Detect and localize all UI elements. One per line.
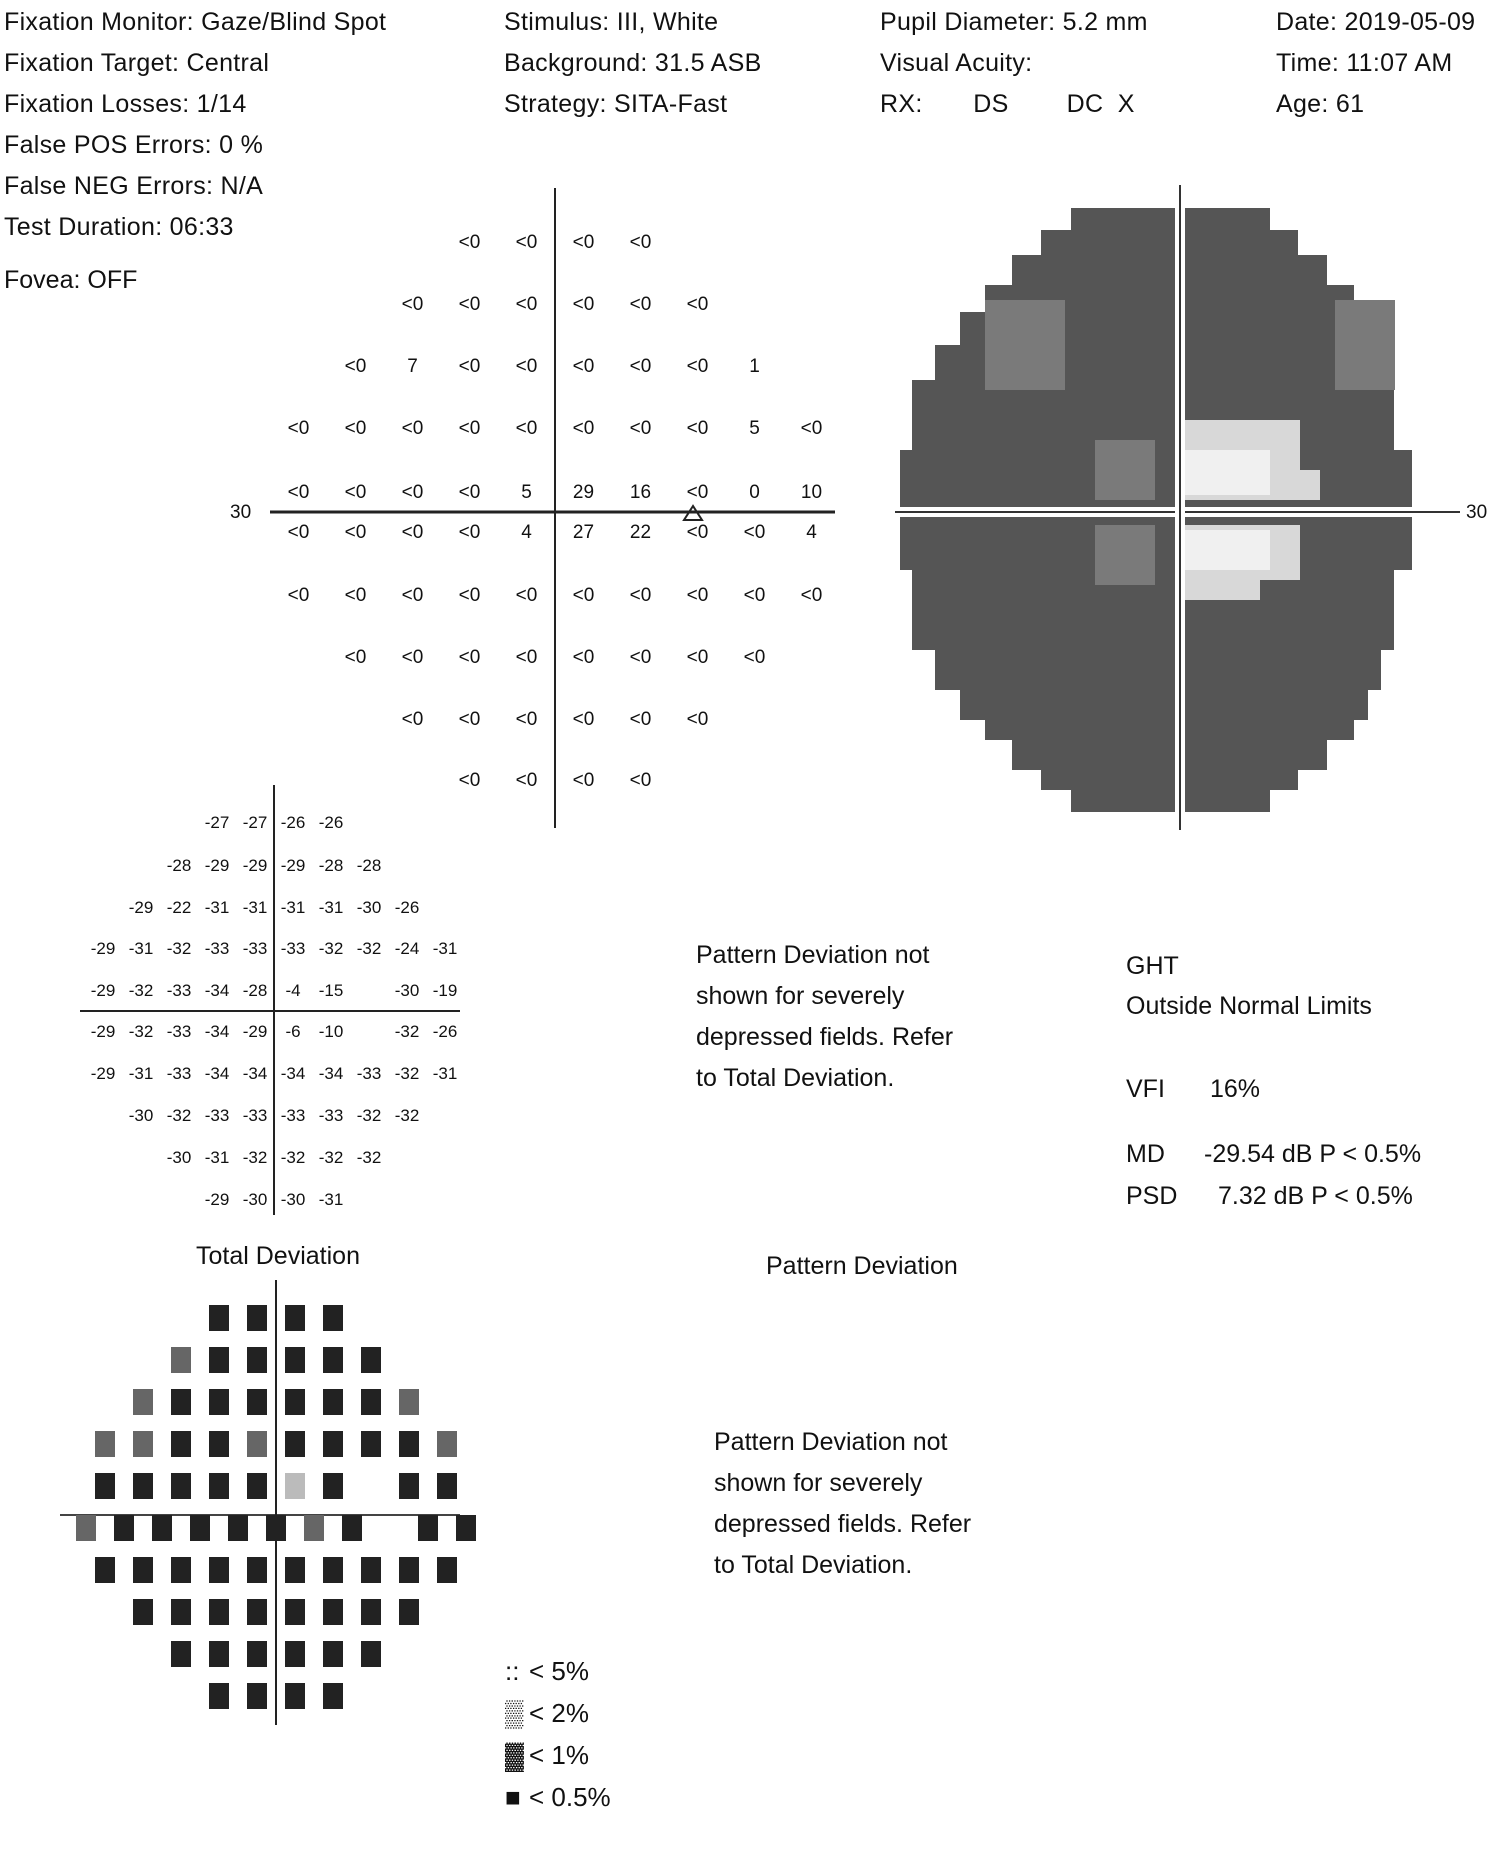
threshold-value: <0 [572, 356, 595, 377]
false-neg-errors: False NEG Errors: N/A [4, 172, 264, 200]
legend-symbol-dots-icon: :: [505, 1656, 520, 1686]
total-deviation-value: -33 [318, 1106, 344, 1125]
total-deviation-value: -27 [242, 813, 268, 832]
threshold-value: 0 [749, 482, 760, 503]
probability-square [323, 1305, 343, 1331]
threshold-value: <0 [401, 294, 424, 315]
threshold-value: <0 [515, 770, 538, 791]
threshold-value: <0 [686, 482, 709, 503]
total-deviation-value: -6 [285, 1022, 301, 1041]
strategy: Strategy: SITA-Fast [504, 90, 728, 118]
probability-square [361, 1431, 381, 1457]
stimulus: Stimulus: III, White [504, 8, 719, 36]
probability-square [304, 1515, 324, 1541]
legend-symbol-checker-icon: ▒ [505, 1698, 524, 1728]
total-deviation-value: -31 [242, 898, 268, 917]
threshold-value: <0 [287, 585, 310, 606]
total-deviation-value: -32 [128, 1022, 154, 1041]
threshold-value: <0 [572, 709, 595, 730]
threshold-value: <0 [458, 770, 481, 791]
threshold-value: <0 [401, 418, 424, 439]
threshold-value: <0 [287, 522, 310, 543]
threshold-value: <0 [629, 418, 652, 439]
patient-age: Age: 61 [1276, 90, 1365, 118]
threshold-value: <0 [344, 647, 367, 668]
legend-symbol-dense-icon: ▓ [505, 1740, 524, 1770]
probability-square [247, 1347, 267, 1373]
pattern-deviation-note-top: Pattern Deviation not shown for severely depressed fields. Refer to Total Deviation. [696, 941, 954, 1092]
total-deviation-value: -31 [318, 898, 344, 917]
total-deviation-value: -26 [432, 1022, 458, 1041]
threshold-value: <0 [629, 647, 652, 668]
legend-item-5pct: :: < 5% [505, 1650, 611, 1692]
probability-square [399, 1557, 419, 1583]
threshold-value: <0 [743, 585, 766, 606]
threshold-value: <0 [344, 585, 367, 606]
probability-square [209, 1431, 229, 1457]
total-deviation-value: -32 [242, 1148, 268, 1167]
pattern-deviation-note-bottom: Pattern Deviation not shown for severely depressed fields. Refer to Total Deviation. [714, 1428, 972, 1579]
threshold-value: <0 [686, 522, 709, 543]
probability-square [209, 1347, 229, 1373]
threshold-value: 29 [572, 482, 595, 503]
threshold-value: <0 [629, 356, 652, 377]
threshold-value: <0 [458, 585, 481, 606]
threshold-value: <0 [572, 647, 595, 668]
total-deviation-value: -32 [318, 1148, 344, 1167]
probability-square [285, 1347, 305, 1373]
total-deviation-value: -33 [166, 981, 192, 1000]
threshold-value: <0 [458, 356, 481, 377]
probability-square [399, 1599, 419, 1625]
threshold-value: <0 [572, 418, 595, 439]
probability-square [133, 1389, 153, 1415]
false-pos-errors: False POS Errors: 0 % [4, 131, 264, 159]
total-deviation-value: -22 [166, 898, 192, 917]
legend-item-1pct: ▓ < 1% [505, 1734, 611, 1776]
probability-square [285, 1599, 305, 1625]
total-deviation-value: -33 [204, 1106, 230, 1125]
total-deviation-value: -29 [90, 1022, 116, 1041]
probability-square [342, 1515, 362, 1541]
total-deviation-value: -33 [280, 939, 306, 958]
total-deviation-value: -33 [166, 1022, 192, 1041]
total-deviation-value: -30 [242, 1190, 268, 1209]
threshold-value: <0 [629, 709, 652, 730]
probability-square [247, 1599, 267, 1625]
vfi-label: VFI [1126, 1075, 1165, 1103]
total-deviation-value: -28 [318, 856, 344, 875]
total-deviation-value: -33 [242, 939, 268, 958]
total-deviation-value: -32 [356, 939, 382, 958]
threshold-value: <0 [800, 418, 823, 439]
threshold-value: 5 [749, 418, 760, 439]
probability-square [171, 1347, 191, 1373]
threshold-value: <0 [401, 647, 424, 668]
threshold-value: <0 [458, 232, 481, 253]
total-deviation-value: -33 [242, 1106, 268, 1125]
threshold-value: <0 [344, 418, 367, 439]
threshold-value: <0 [572, 294, 595, 315]
threshold-value: <0 [686, 709, 709, 730]
total-deviation-value: -28 [166, 856, 192, 875]
threshold-value: <0 [458, 647, 481, 668]
total-deviation-value: -32 [166, 1106, 192, 1125]
threshold-value: <0 [458, 709, 481, 730]
total-deviation-value: -19 [432, 981, 458, 1000]
total-deviation-value: -32 [394, 1022, 420, 1041]
probability-square [171, 1599, 191, 1625]
total-deviation-value: -29 [280, 856, 306, 875]
total-deviation-value: -30 [166, 1148, 192, 1167]
threshold-value: <0 [515, 356, 538, 377]
total-deviation-value: -27 [204, 813, 230, 832]
threshold-value: <0 [800, 585, 823, 606]
probability-square [171, 1431, 191, 1457]
probability-square [209, 1641, 229, 1667]
probability-square [209, 1473, 229, 1499]
total-deviation-value: -33 [356, 1064, 382, 1083]
threshold-value: <0 [743, 647, 766, 668]
threshold-value: <0 [515, 418, 538, 439]
psd-label: PSD [1126, 1182, 1178, 1210]
probability-square [209, 1599, 229, 1625]
psd-value: 7.32 dB P < 0.5% [1218, 1182, 1413, 1210]
visual-acuity: Visual Acuity: [880, 49, 1033, 77]
probability-square [437, 1557, 457, 1583]
total-deviation-value: -33 [280, 1106, 306, 1125]
total-deviation-value: -34 [204, 1064, 230, 1083]
test-date: Date: 2019-05-09 [1276, 8, 1476, 36]
vfi-value: 16% [1210, 1075, 1261, 1103]
pupil-diameter: Pupil Diameter: 5.2 mm [880, 8, 1148, 36]
threshold-value: <0 [686, 356, 709, 377]
probability-square [361, 1599, 381, 1625]
threshold-value: <0 [458, 522, 481, 543]
threshold-value: <0 [515, 647, 538, 668]
axis-label-left: 30 [230, 502, 252, 523]
legend-item-2pct: ▒ < 2% [505, 1692, 611, 1734]
total-deviation-value: -34 [318, 1064, 344, 1083]
threshold-value: <0 [401, 709, 424, 730]
legend-item-05pct: ■ < 0.5% [505, 1776, 611, 1818]
threshold-value: <0 [629, 770, 652, 791]
probability-square [247, 1557, 267, 1583]
total-deviation-value: -4 [285, 981, 301, 1000]
total-deviation-value: -29 [242, 1022, 268, 1041]
threshold-value: <0 [629, 294, 652, 315]
test-duration: Test Duration: 06:33 [4, 213, 234, 241]
total-deviation-value: -32 [128, 981, 154, 1000]
probability-square [285, 1389, 305, 1415]
total-deviation-value: -29 [128, 898, 154, 917]
total-deviation-value: -26 [280, 813, 306, 832]
probability-square [95, 1557, 115, 1583]
total-deviation-value: -29 [90, 981, 116, 1000]
probability-square [114, 1515, 134, 1541]
total-deviation-value: -31 [128, 1064, 154, 1083]
probability-square [76, 1515, 96, 1541]
probability-square [399, 1389, 419, 1415]
total-deviation-value: -26 [318, 813, 344, 832]
total-deviation-value: -31 [280, 898, 306, 917]
probability-square [247, 1473, 267, 1499]
threshold-value: 27 [572, 522, 595, 543]
threshold-value: <0 [686, 294, 709, 315]
total-deviation-value: -29 [204, 856, 230, 875]
probability-square [266, 1515, 286, 1541]
test-time: Time: 11:07 AM [1276, 49, 1453, 77]
threshold-value: <0 [515, 709, 538, 730]
pattern-deviation-label: Pattern Deviation [766, 1252, 958, 1280]
axis-label-right: 30 [1466, 502, 1488, 523]
probability-square [209, 1557, 229, 1583]
total-deviation-value: -32 [318, 939, 344, 958]
threshold-value: <0 [401, 585, 424, 606]
probability-square [247, 1389, 267, 1415]
probability-square [323, 1389, 343, 1415]
total-deviation-value: -28 [356, 856, 382, 875]
total-deviation-value: -31 [128, 939, 154, 958]
probability-square [247, 1641, 267, 1667]
total-deviation-value: -26 [394, 898, 420, 917]
total-deviation-value: -29 [204, 1190, 230, 1209]
fixation-monitor: Fixation Monitor: Gaze/Blind Spot [4, 8, 387, 36]
rx: RX: DS DC X [880, 90, 1135, 118]
probability-square [171, 1389, 191, 1415]
threshold-value: <0 [401, 522, 424, 543]
probability-square [228, 1515, 248, 1541]
total-deviation-value: -34 [280, 1064, 306, 1083]
threshold-value: <0 [686, 585, 709, 606]
probability-square [418, 1515, 438, 1541]
probability-square [95, 1473, 115, 1499]
total-deviation-value: -33 [204, 939, 230, 958]
total-deviation-value: -32 [356, 1106, 382, 1125]
fixation-target: Fixation Target: Central [4, 49, 270, 77]
threshold-value: <0 [458, 294, 481, 315]
probability-square [323, 1683, 343, 1709]
probability-square [323, 1557, 343, 1583]
ght-value: Outside Normal Limits [1126, 992, 1372, 1020]
total-deviation-value: -31 [432, 1064, 458, 1083]
threshold-value: 10 [800, 482, 823, 503]
total-deviation-value: -29 [90, 939, 116, 958]
total-deviation-value: -34 [204, 981, 230, 1000]
total-deviation-value: -31 [204, 898, 230, 917]
ght-label: GHT [1126, 952, 1179, 980]
total-deviation-value: -15 [318, 981, 344, 1000]
probability-square [456, 1515, 476, 1541]
probability-square [171, 1557, 191, 1583]
threshold-value: <0 [515, 585, 538, 606]
threshold-value: <0 [458, 482, 481, 503]
total-deviation-value: -31 [432, 939, 458, 958]
threshold-value: 4 [521, 522, 532, 543]
probability-square [323, 1641, 343, 1667]
total-deviation-value: -30 [128, 1106, 154, 1125]
probability-square [209, 1389, 229, 1415]
probability-square [133, 1473, 153, 1499]
total-deviation-value: -30 [356, 898, 382, 917]
probability-square [285, 1641, 305, 1667]
total-deviation-value: -30 [280, 1190, 306, 1209]
probability-square [323, 1431, 343, 1457]
total-deviation-value: -24 [394, 939, 420, 958]
fixation-losses: Fixation Losses: 1/14 [4, 90, 247, 118]
probability-square [171, 1473, 191, 1499]
probability-square [323, 1473, 343, 1499]
total-deviation-value: -10 [318, 1022, 344, 1041]
threshold-value: 4 [806, 522, 817, 543]
probability-square [133, 1431, 153, 1457]
probability-square [247, 1305, 267, 1331]
probability-square [152, 1515, 172, 1541]
probability-square [437, 1431, 457, 1457]
total-deviation-value: -31 [204, 1148, 230, 1167]
threshold-value: <0 [515, 232, 538, 253]
threshold-value: <0 [344, 522, 367, 543]
total-deviation-value: -32 [166, 939, 192, 958]
probability-square [209, 1683, 229, 1709]
probability-square [209, 1305, 229, 1331]
probability-square [285, 1431, 305, 1457]
probability-square [285, 1557, 305, 1583]
probability-square [323, 1599, 343, 1625]
threshold-value: 1 [749, 356, 760, 377]
threshold-value: <0 [743, 522, 766, 543]
probability-square [323, 1347, 343, 1373]
probability-square [399, 1431, 419, 1457]
total-deviation-value: -34 [204, 1022, 230, 1041]
probability-legend [505, 1650, 611, 1818]
probability-square [361, 1347, 381, 1373]
threshold-value: <0 [686, 647, 709, 668]
grayscale-plot [895, 185, 1460, 830]
threshold-value: <0 [629, 585, 652, 606]
total-deviation-value: -29 [242, 856, 268, 875]
probability-square [171, 1641, 191, 1667]
threshold-value: <0 [458, 418, 481, 439]
probability-square [190, 1515, 210, 1541]
md-label: MD [1126, 1140, 1165, 1168]
threshold-value: <0 [629, 232, 652, 253]
probability-square [133, 1557, 153, 1583]
legend-symbol-solid-icon: ■ [505, 1782, 521, 1812]
probability-square [361, 1557, 381, 1583]
threshold-value: <0 [344, 482, 367, 503]
probability-square [361, 1641, 381, 1667]
threshold-value: <0 [287, 482, 310, 503]
total-deviation-value: -32 [394, 1106, 420, 1125]
threshold-value: <0 [287, 418, 310, 439]
md-value: -29.54 dB P < 0.5% [1204, 1140, 1422, 1168]
threshold-value: <0 [515, 294, 538, 315]
probability-square [133, 1599, 153, 1625]
threshold-value: 22 [629, 522, 652, 543]
total-deviation-value: -32 [280, 1148, 306, 1167]
total-deviation-value: -30 [394, 981, 420, 1000]
fovea-status: Fovea: OFF [4, 266, 138, 294]
threshold-value: 5 [521, 482, 532, 503]
threshold-value: <0 [572, 232, 595, 253]
total-deviation-value: -28 [242, 981, 268, 1000]
probability-square [399, 1473, 419, 1499]
probability-square [247, 1431, 267, 1457]
probability-square [95, 1431, 115, 1457]
probability-square [437, 1473, 457, 1499]
probability-square [285, 1683, 305, 1709]
probability-square [285, 1305, 305, 1331]
threshold-value: <0 [401, 482, 424, 503]
threshold-value: <0 [686, 418, 709, 439]
threshold-value: 16 [629, 482, 652, 503]
threshold-value: <0 [344, 356, 367, 377]
probability-square [247, 1683, 267, 1709]
threshold-value: <0 [572, 585, 595, 606]
threshold-value: <0 [572, 770, 595, 791]
total-deviation-value: -33 [166, 1064, 192, 1083]
probability-square [361, 1389, 381, 1415]
total-deviation-value: -32 [356, 1148, 382, 1167]
background: Background: 31.5 ASB [504, 49, 762, 77]
total-deviation-value: -34 [242, 1064, 268, 1083]
threshold-value: 7 [407, 356, 418, 377]
total-deviation-value: -32 [394, 1064, 420, 1083]
total-deviation-value: -29 [90, 1064, 116, 1083]
total-deviation-label: Total Deviation [196, 1242, 360, 1270]
probability-square [285, 1473, 305, 1499]
total-deviation-value: -31 [318, 1190, 344, 1209]
